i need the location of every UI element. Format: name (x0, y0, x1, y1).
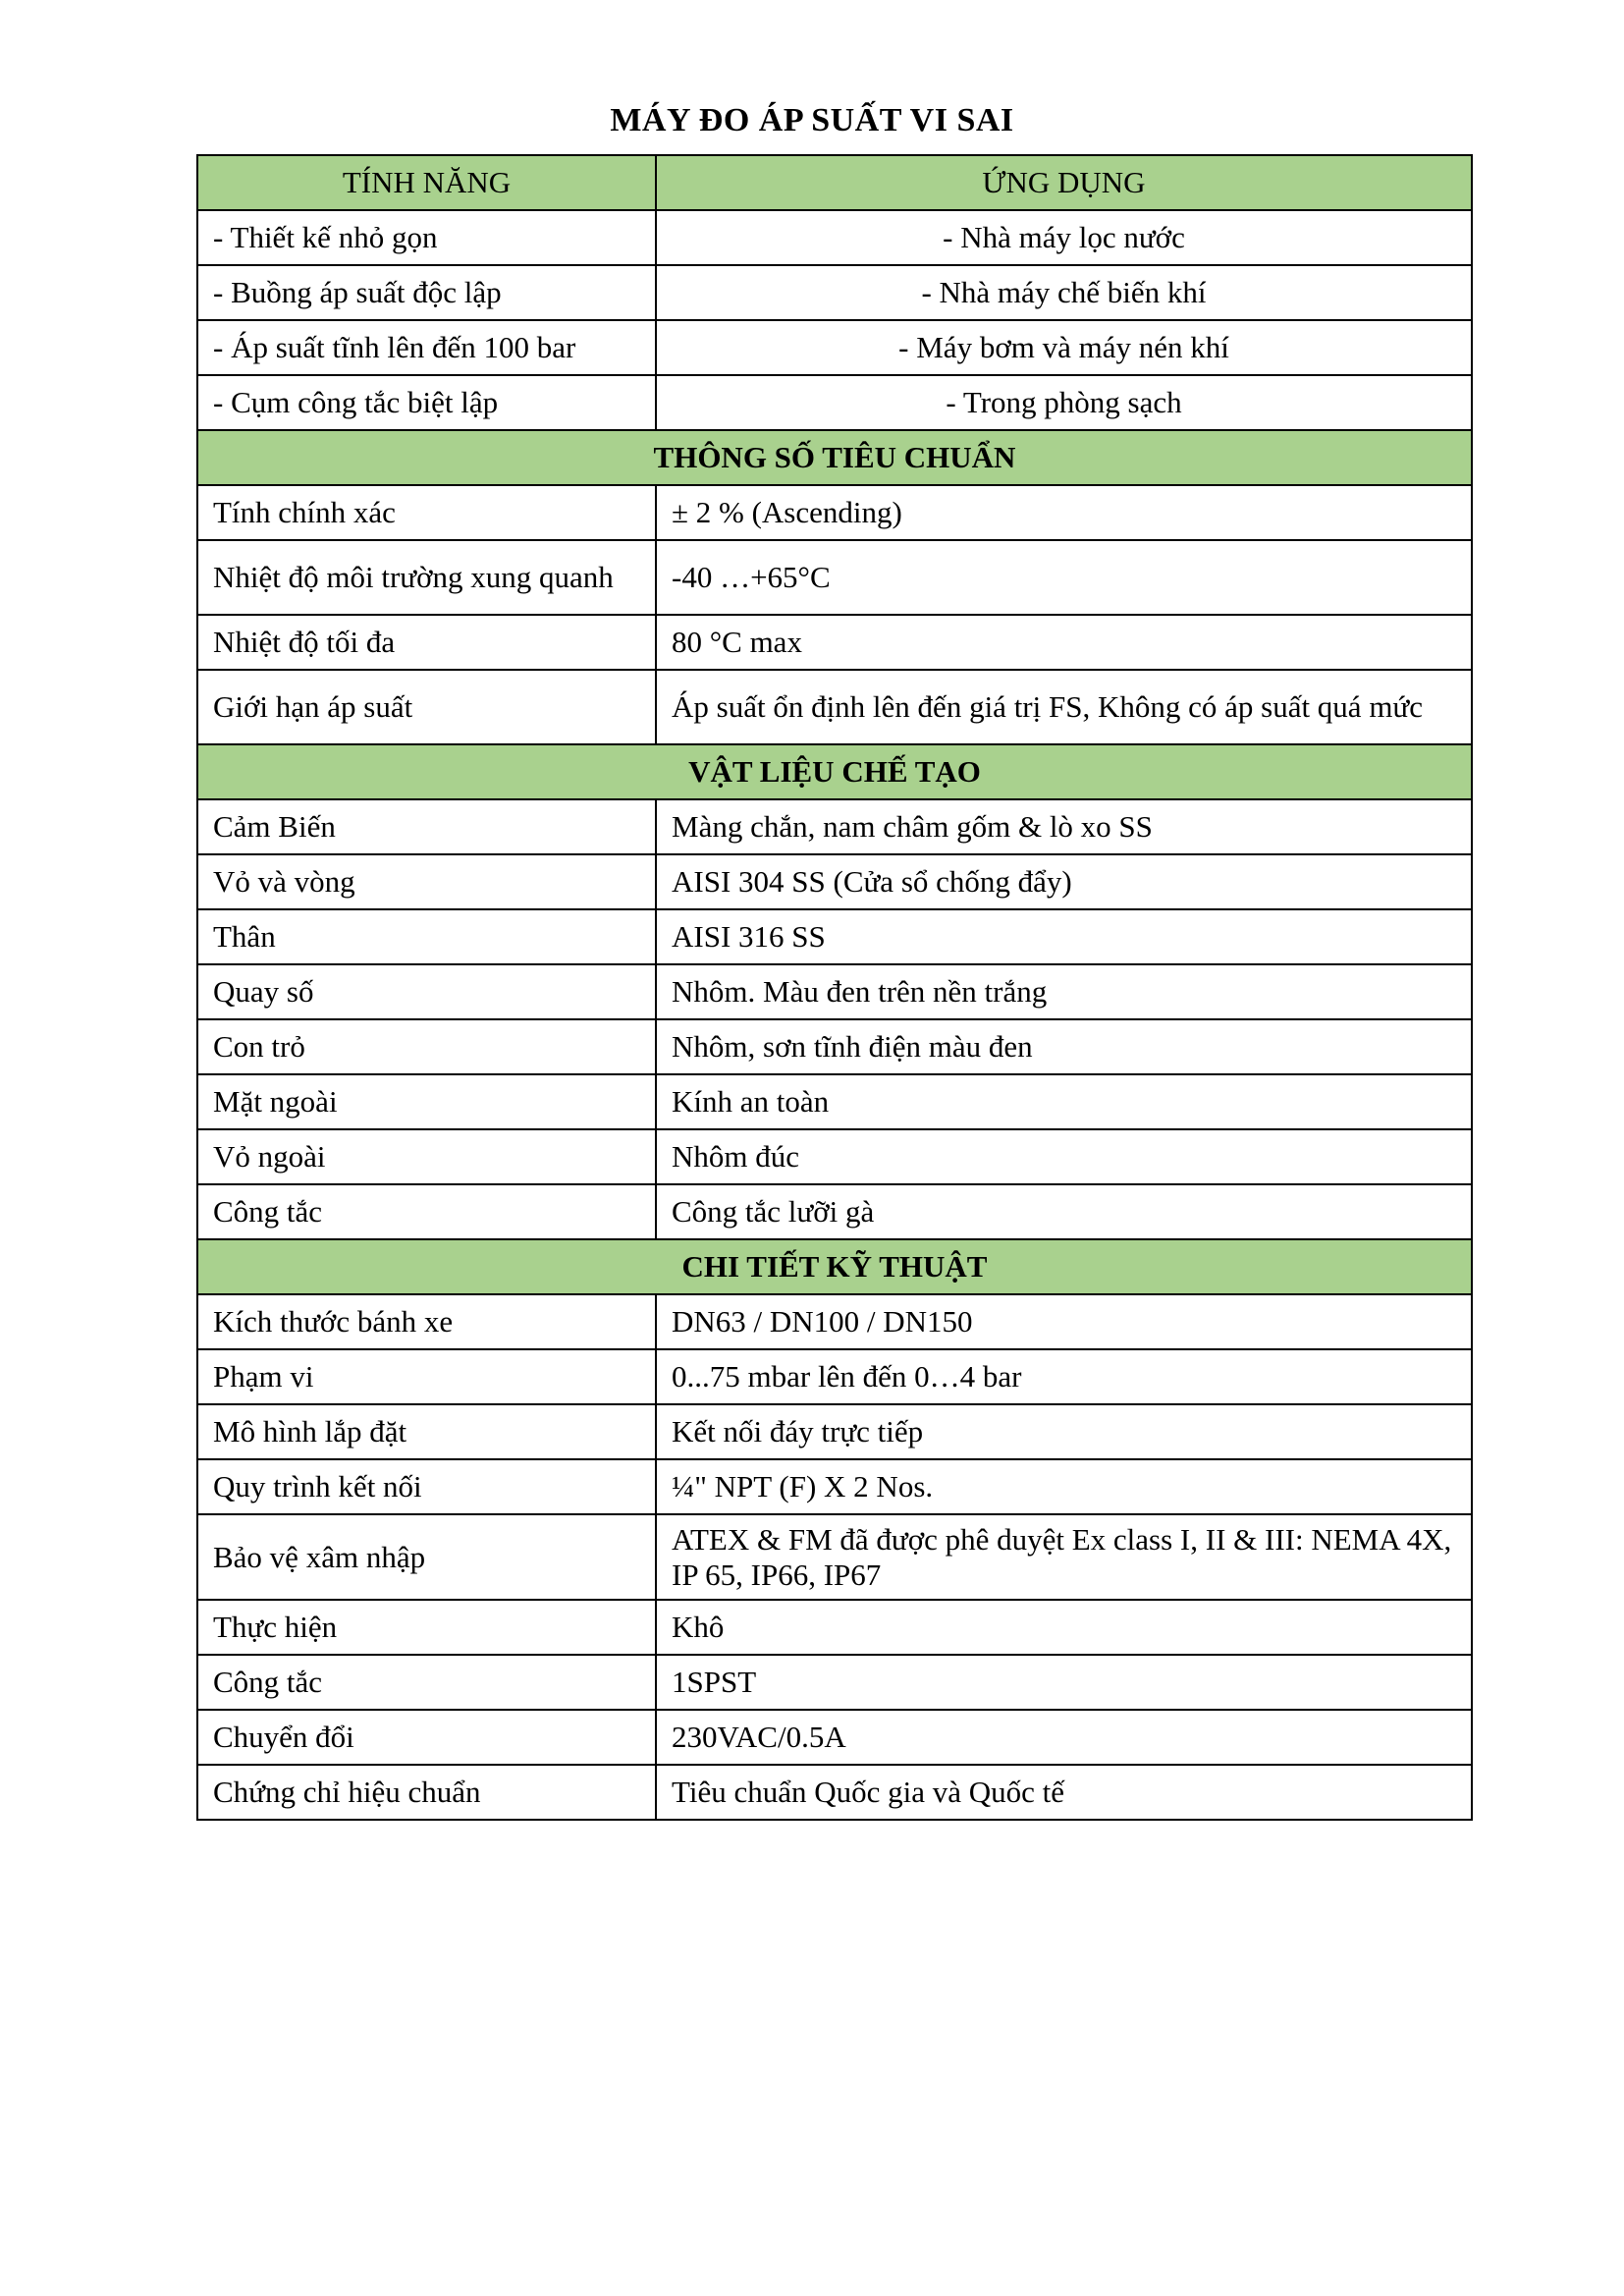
spec-label: Chuyển đổi (197, 1710, 656, 1765)
spec-value: AISI 316 SS (656, 909, 1472, 964)
spec-value: Khô (656, 1600, 1472, 1655)
spec-label: Bảo vệ xâm nhập (197, 1514, 656, 1600)
application-cell: - Máy bơm và máy nén khí (656, 320, 1472, 375)
spec-value: Nhôm đúc (656, 1129, 1472, 1184)
table-row (197, 375, 1472, 430)
section-title: THÔNG SỐ TIÊU CHUẨN (197, 430, 1472, 485)
table-row (197, 1349, 1472, 1404)
spec-value: Áp suất ổn định lên đến giá trị FS, Không có áp suất quá mức (656, 670, 1472, 744)
table-row (197, 854, 1472, 909)
spec-value: Tiêu chuẩn Quốc gia và Quốc tế (656, 1765, 1472, 1820)
header-features: TÍNH NĂNG (197, 155, 656, 210)
table-row (197, 1184, 1472, 1239)
table-row (197, 1404, 1472, 1459)
table-row (197, 670, 1472, 744)
table-row (197, 1294, 1472, 1349)
spec-value: ¼" NPT (F) X 2 Nos. (656, 1459, 1472, 1514)
spec-label: Kích thước bánh xe (197, 1294, 656, 1349)
table-row (197, 210, 1472, 265)
spec-label: Thực hiện (197, 1600, 656, 1655)
spec-value: 230VAC/0.5A (656, 1710, 1472, 1765)
spec-label: Tính chính xác (197, 485, 656, 540)
spec-label: Nhiệt độ tối đa (197, 615, 656, 670)
spec-label: Vỏ ngoài (197, 1129, 656, 1184)
table-row (197, 909, 1472, 964)
spec-label: Thân (197, 909, 656, 964)
table-row (197, 1655, 1472, 1710)
spec-value: Công tắc lưỡi gà (656, 1184, 1472, 1239)
spec-label: Giới hạn áp suất (197, 670, 656, 744)
table-row (197, 1019, 1472, 1074)
spec-label: Nhiệt độ môi trường xung quanh (197, 540, 656, 615)
table-row (197, 540, 1472, 615)
spec-label: Chứng chỉ hiệu chuẩn (197, 1765, 656, 1820)
spec-label: Mô hình lắp đặt (197, 1404, 656, 1459)
table-row (197, 265, 1472, 320)
spec-label: Quy trình kết nối (197, 1459, 656, 1514)
page-title: MÁY ĐO ÁP SUẤT VI SAI (610, 102, 1014, 138)
spec-label: Mặt ngoài (197, 1074, 656, 1129)
spec-label: Quay số (197, 964, 656, 1019)
table-row (197, 320, 1472, 375)
table-row (197, 1710, 1472, 1765)
table-header-row (197, 155, 1472, 210)
section-header-technical-details (197, 1239, 1472, 1294)
spec-value: DN63 / DN100 / DN150 (656, 1294, 1472, 1349)
table-row (197, 1074, 1472, 1129)
spec-value: Nhôm, sơn tĩnh điện màu đen (656, 1019, 1472, 1074)
spec-label: Vỏ và vòng (197, 854, 656, 909)
table-row (197, 1514, 1472, 1600)
table-row (197, 485, 1472, 540)
application-cell: - Nhà máy lọc nước (656, 210, 1472, 265)
spec-value: Màng chắn, nam châm gốm & lò xo SS (656, 799, 1472, 854)
table-row (197, 964, 1472, 1019)
spec-value: Kết nối đáy trực tiếp (656, 1404, 1472, 1459)
spec-table (196, 154, 1473, 1821)
application-cell: - Trong phòng sạch (656, 375, 1472, 430)
table-row (197, 1129, 1472, 1184)
spec-value: 80 °C max (656, 615, 1472, 670)
section-header-standard-specs (197, 430, 1472, 485)
feature-cell: - Cụm công tắc biệt lập (197, 375, 656, 430)
header-applications: ỨNG DỤNG (656, 155, 1472, 210)
spec-value: 0...75 mbar lên đến 0…4 bar (656, 1349, 1472, 1404)
table-row (197, 799, 1472, 854)
table-row (197, 1600, 1472, 1655)
feature-cell: - Áp suất tĩnh lên đến 100 bar (197, 320, 656, 375)
section-title: VẬT LIỆU CHẾ TẠO (197, 744, 1472, 799)
spec-label: Công tắc (197, 1655, 656, 1710)
spec-value: AISI 304 SS (Cửa sổ chống đẩy) (656, 854, 1472, 909)
feature-cell: - Buồng áp suất độc lập (197, 265, 656, 320)
table-row (197, 1765, 1472, 1820)
spec-label: Cảm Biến (197, 799, 656, 854)
section-header-materials (197, 744, 1472, 799)
spec-value: Kính an toàn (656, 1074, 1472, 1129)
spec-label: Con trỏ (197, 1019, 656, 1074)
spec-label: Phạm vi (197, 1349, 656, 1404)
spec-label: Công tắc (197, 1184, 656, 1239)
table-row (197, 615, 1472, 670)
spec-value: -40 …+65°C (656, 540, 1472, 615)
spec-value: 1SPST (656, 1655, 1472, 1710)
feature-cell: - Thiết kế nhỏ gọn (197, 210, 656, 265)
spec-value: Nhôm. Màu đen trên nền trắng (656, 964, 1472, 1019)
section-title: CHI TIẾT KỸ THUẬT (197, 1239, 1472, 1294)
application-cell: - Nhà máy chế biến khí (656, 265, 1472, 320)
table-row (197, 1459, 1472, 1514)
spec-value: ATEX & FM đã được phê duyệt Ex class I, II & III: NEMA 4X, IP 65, IP66, IP67 (656, 1514, 1472, 1600)
spec-value: ± 2 % (Ascending) (656, 485, 1472, 540)
